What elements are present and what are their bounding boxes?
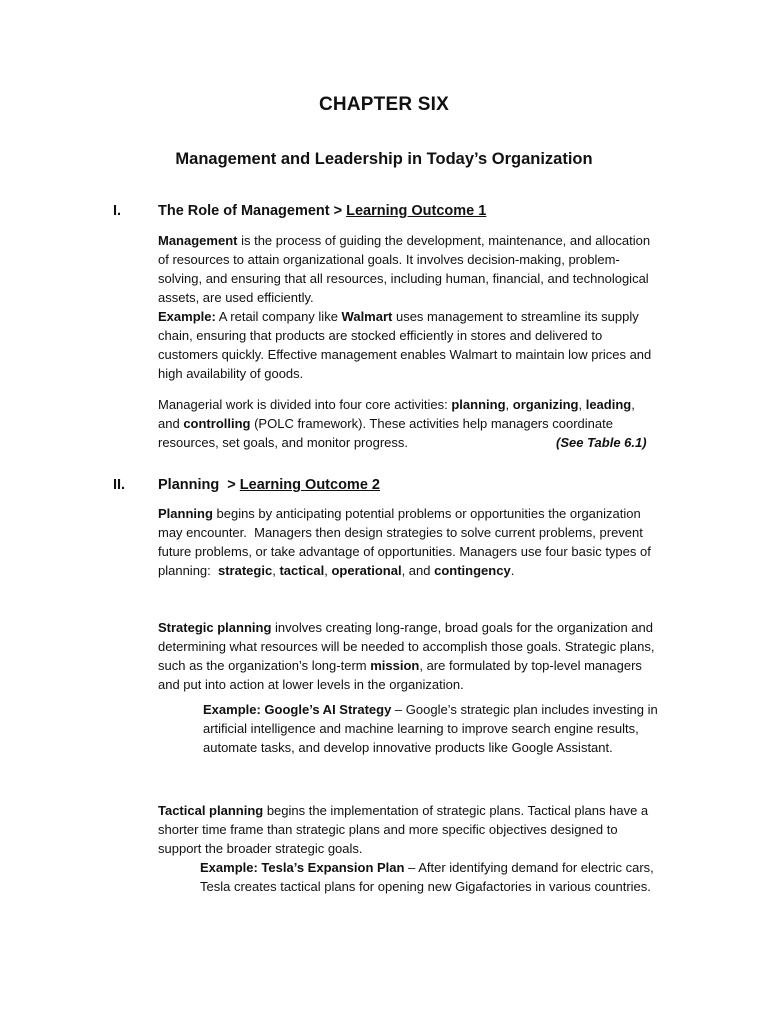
- section-heading: [158, 477, 380, 493]
- planning-type: operational: [331, 563, 402, 578]
- paragraph-text: is the process of guiding the development, maintenance, and allocation of resources to attain organizational goals. It involves decision-making, problem-solving, and ensuring that all resources, including human, financial, and technological assets, are used efficiently.: [158, 233, 651, 305]
- section-number: II.: [113, 477, 126, 493]
- paragraph-text: (POLC framework). These activities help managers coordinate: [250, 416, 613, 431]
- planning-definition: [158, 504, 663, 580]
- learning-outcome-link[interactable]: Learning Outcome 2: [239, 477, 380, 493]
- planning-type: tactical: [279, 563, 325, 578]
- term: Tactical planning: [158, 803, 264, 818]
- separator: ,: [505, 397, 513, 412]
- walmart-example: [158, 307, 663, 383]
- separator: ,: [631, 397, 635, 412]
- section-number: I.: [113, 203, 122, 219]
- mission-term: mission: [370, 658, 420, 673]
- example-label: Example: Google’s AI Strategy: [203, 702, 392, 717]
- term: Planning: [158, 506, 213, 521]
- management-definition: [158, 231, 663, 307]
- term: Strategic planning: [158, 620, 272, 635]
- tactical-planning-paragraph: [158, 801, 663, 858]
- company-name: Walmart: [341, 309, 393, 324]
- separator: ,: [324, 563, 332, 578]
- paragraph-text: begins by anticipating potential problems or opportunities the organization may encounter. Managers then design strategies to solve current problems, prevent future problems, or take advantage of opportunities. Managers use four basic types of planning:: [158, 506, 655, 578]
- polc-line-1: [158, 395, 663, 414]
- planning-type: contingency: [434, 563, 511, 578]
- separator: ,: [272, 563, 280, 578]
- polc-line-3: [158, 433, 663, 452]
- strategic-planning-paragraph: [158, 618, 663, 694]
- paragraph-text: uses management to streamline its supply chain, ensuring that products are stocked efficiently in stores and delivered to customers quickly. Effective management enables Walmart to maintain low prices and high availability of goods.: [158, 309, 652, 381]
- activity-term: leading: [585, 397, 632, 412]
- section-heading: [158, 203, 486, 219]
- paragraph-text: , are formulated by top-level managers and put into action at lower levels in the organization.: [158, 658, 642, 692]
- learning-outcome-link[interactable]: Learning Outcome 1: [346, 203, 487, 219]
- chapter-title: CHAPTER SIX: [319, 94, 449, 115]
- paragraph-text: – Google’s strategic plan includes investing in artificial intelligence and machine learning to improve search engine results, automate tasks, and develop innovative products like Google Assistant.: [203, 702, 658, 755]
- separator: ,: [578, 397, 586, 412]
- example-label: Example:: [158, 309, 216, 324]
- paragraph-text: begins the implementation of strategic plans. Tactical plans have a shorter time frame than strategic plans and more specific objectives designed to support the broader strategic goals.: [158, 803, 649, 856]
- paragraph-text: Managerial work is divided into four core activities:: [158, 397, 452, 412]
- planning-type: strategic: [218, 563, 273, 578]
- section-heading-text: The Role of Management >: [158, 203, 347, 219]
- activity-term: organizing: [512, 397, 579, 412]
- separator: , and: [401, 563, 431, 578]
- google-example: [203, 700, 663, 757]
- table-reference: (See Table 6.1): [556, 435, 647, 450]
- separator: .: [510, 563, 515, 578]
- paragraph-text: and: [158, 416, 184, 431]
- tesla-example: [200, 858, 663, 896]
- polc-line-2: [158, 414, 663, 433]
- paragraph-text: – After identifying demand for electric cars, Tesla creates tactical plans for opening new Gigafactories in various countries.: [200, 860, 654, 894]
- document-title: Management and Leadership in Today’s Organization: [175, 150, 593, 168]
- paragraph-text: resources, set goals, and monitor progress.: [158, 435, 409, 450]
- polc-paragraph: [158, 395, 663, 452]
- term: Management: [158, 233, 238, 248]
- example-label: Example: Tesla’s Expansion Plan: [200, 860, 405, 875]
- section-heading-text: Planning >: [158, 477, 240, 493]
- paragraph-text: A retail company like: [215, 309, 342, 324]
- activity-term: planning: [451, 397, 506, 412]
- activity-term: controlling: [183, 416, 251, 431]
- paragraph-text: involves creating long-range, broad goals for the organization and determining what resources will be needed to accomplish those goals. Strategic plans, such as the organization’s long-term: [158, 620, 655, 673]
